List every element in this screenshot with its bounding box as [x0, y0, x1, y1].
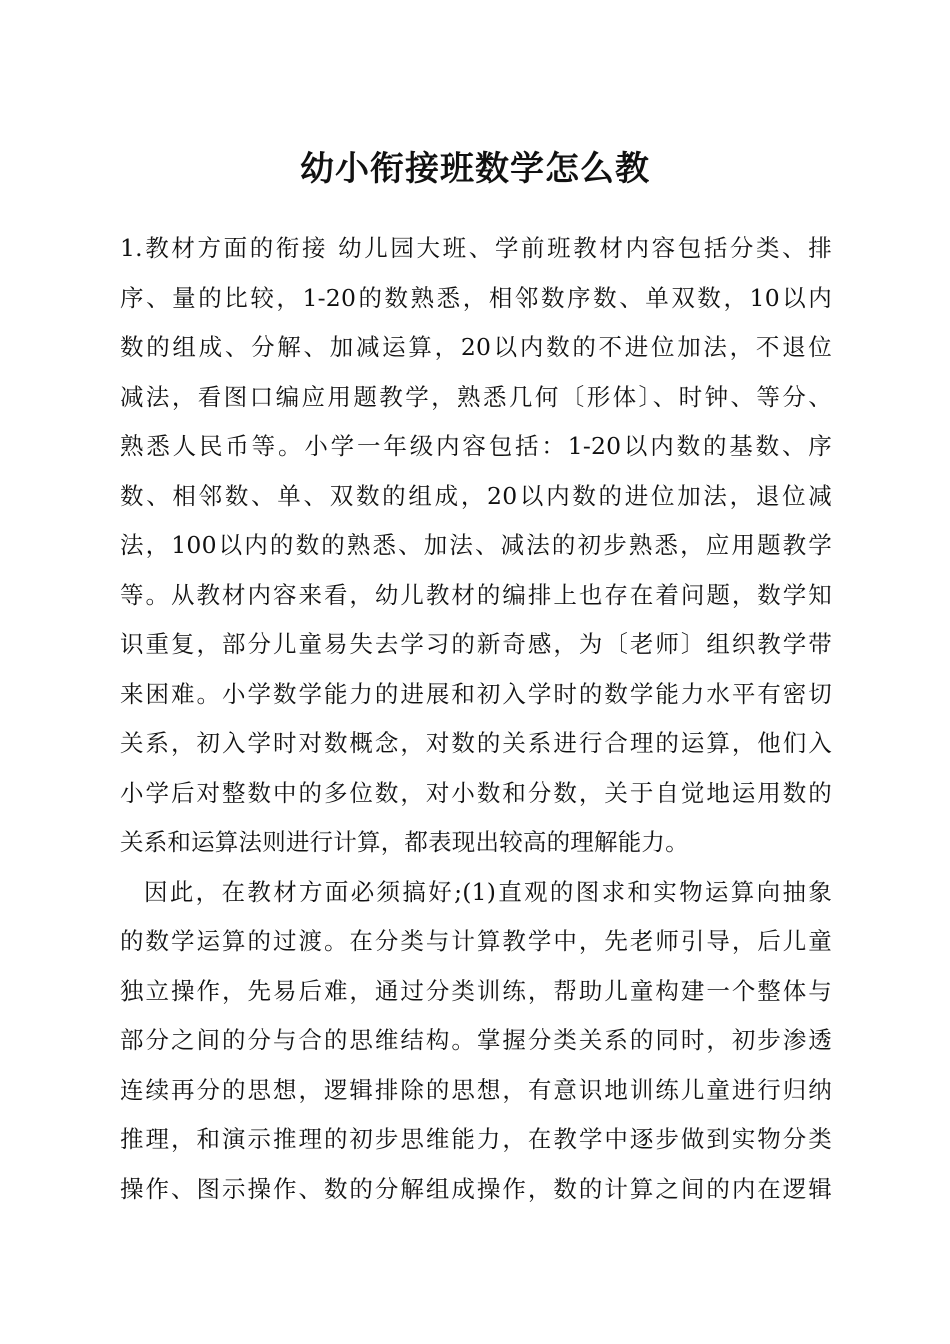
text-line: 小学后对整数中的多位数，对小数和分数，关于自觉地运用数的: [120, 778, 832, 807]
text-line: 来困难。小学数学能力的进展和初入学时的数学能力水平有密切: [120, 679, 832, 708]
text-line: 等。从教材内容来看，幼儿教材的编排上也存在着问题，数学知: [120, 580, 832, 609]
document-title: 幼小衔接班数学怎么教: [300, 149, 650, 189]
text-line: 独立操作，先易后难，通过分类训练，帮助儿童构建一个整体与: [120, 976, 832, 1005]
text-line: 的数学运算的过渡。在分类与计算教学中，先老师引导，后儿童: [120, 927, 832, 955]
text-line: 部分之间的分与合的思维结构。掌握分类关系的同时，初步渗透: [120, 1026, 832, 1054]
text-line: 数、相邻数、单、双数的组成，20以内数的进位加法，退位减: [120, 481, 832, 510]
text-line: 因此，在教材方面必须搞好;(1)直观的图求和实物运算向抽象: [144, 877, 832, 906]
text-line: 操作、图示操作、数的分解组成操作，数的计算之间的内在逻辑: [120, 1174, 832, 1203]
text-line: 熟悉人民币等。小学一年级内容包括：1-20以内数的基数、序: [120, 432, 832, 460]
document-body: [120, 224, 832, 1214]
text-line: 推理，和演示推理的初步思维能力，在教学中逐步做到实物分类: [120, 1125, 832, 1153]
text-line: 序、量的比较，1-20的数熟悉，相邻数序数、单双数，10以内: [120, 283, 832, 312]
text-line: 1.教材方面的衔接 幼儿园大班、学前班教材内容包括分类、排: [120, 234, 832, 262]
text-line: 关系，初入学时对数概念，对数的关系进行合理的运算，他们入: [120, 729, 832, 757]
text-line: 数的组成、分解、加减运算，20以内数的不进位加法，不退位: [120, 333, 832, 361]
text-line: 关系和运算法则进行计算，都表现出较高的理解能力。: [120, 828, 689, 856]
text-line: 法，100以内的数的熟悉、加法、减法的初步熟悉，应用题教学: [120, 531, 832, 559]
text-line: 减法，看图口编应用题教学，熟悉几何〔形体〕、时钟、等分、: [120, 382, 832, 411]
text-line: 连续再分的思想，逻辑排除的思想，有意识地训练儿童进行归纳: [120, 1075, 832, 1104]
text-line: 识重复，部分儿童易失去学习的新奇感，为〔老师〕组织教学带: [120, 630, 832, 658]
